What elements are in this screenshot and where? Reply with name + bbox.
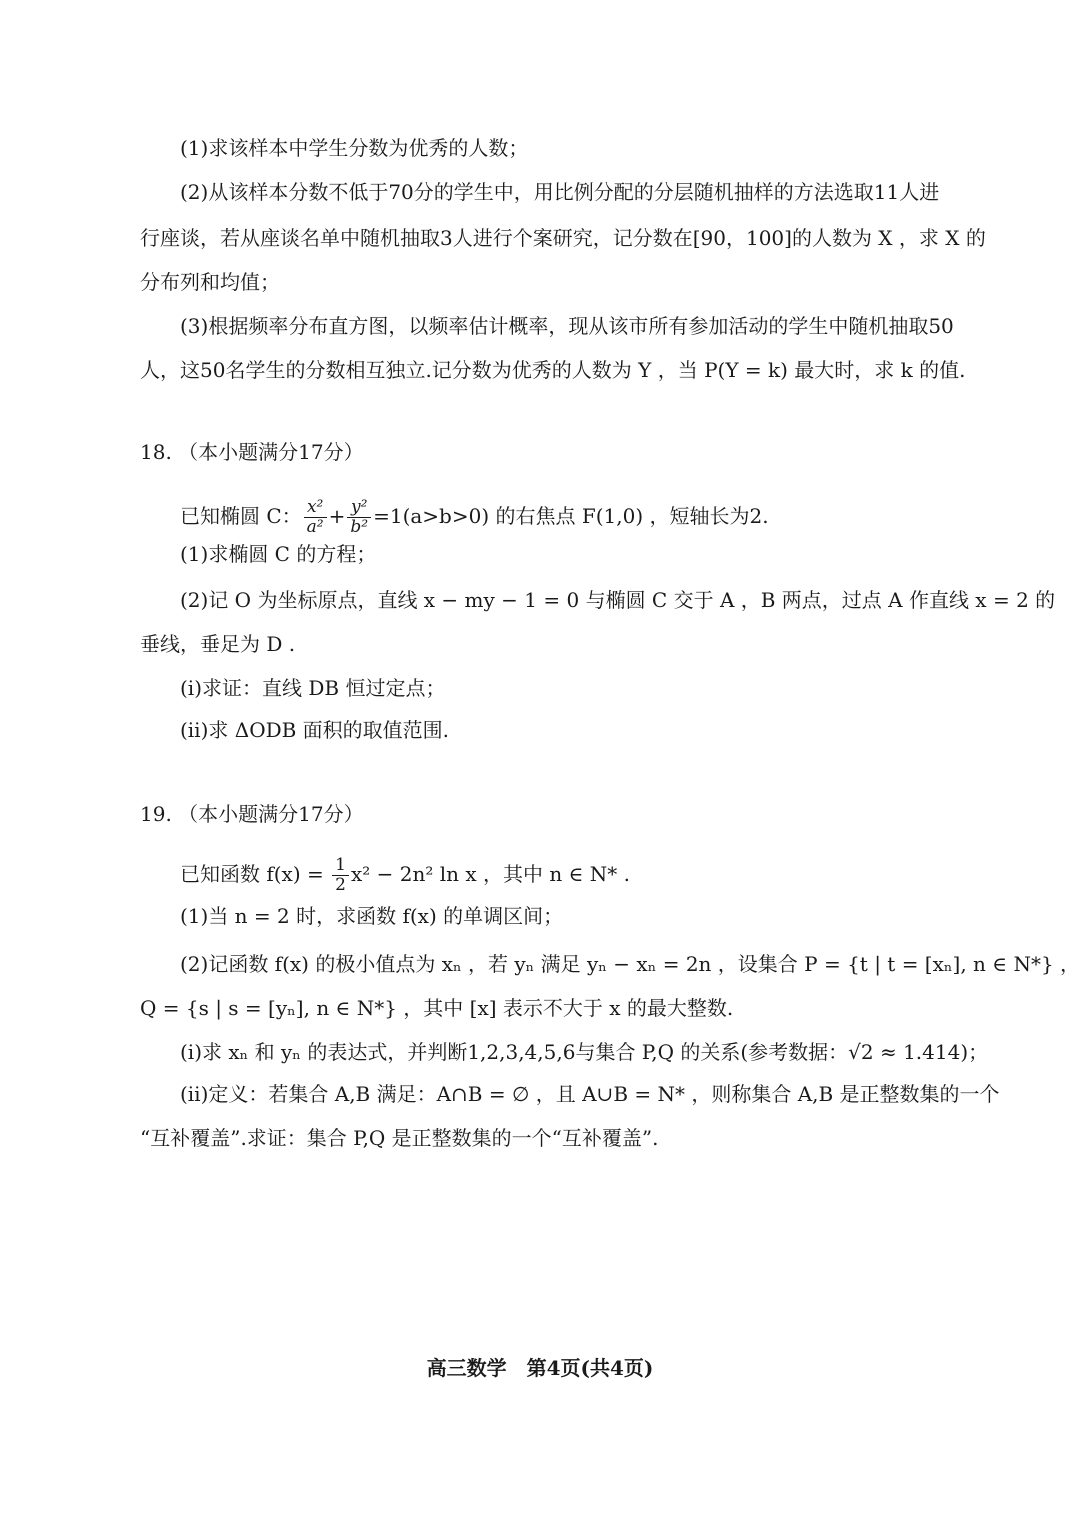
page-footer: 高三数学 第4页(共4页) — [426, 1356, 654, 1380]
q19-part2-line1: (2)记函数 f(x) 的极小值点为 xₙ ，若 yₙ 满足 yₙ − xₙ = 2n ，设集合 P = {t | t = [xₙ], n ∈ N*} ， — [180, 952, 1080, 976]
q18-intro — [180, 496, 769, 537]
q18-sub1: (ⅰ)求证：直线 DB 恒过定点； — [180, 676, 446, 700]
q19-part2-line2: Q = {s | s = [yₙ], n ∈ N*} ，其中 [x] 表示不大于 x 的最大整数. — [140, 996, 734, 1020]
q17-part2-line1: (2)从该样本分数不低于70分的学生中，用比例分配的分层随机抽样的方法选取11人进 — [180, 180, 940, 204]
q17-part3-line1: (3)根据频率分布直方图，以频率估计概率，现从该市所有参加活动的学生中随机抽取50 — [180, 314, 954, 338]
q17-part3-line2: 人，这50名学生的分数相互独立.记分数为优秀的人数为 Y ，当 P(Y = k) 最大时，求 k 的值. — [140, 358, 966, 382]
q18-fraction-y: $\frac{\text{y²}}{\text{b²}}$ — [347, 498, 371, 537]
q18-intro-pre: 已知椭圆 C： — [180, 504, 302, 528]
q18-plus: + — [328, 504, 346, 528]
q17-part2-line2: 行座谈，若从座谈名单中随机抽取3人进行个案研究，记分数在[90，100]的人数为 X ，求 X 的 — [140, 226, 986, 250]
q17-part2-line3: 分布列和均值； — [140, 270, 280, 294]
q19-sub1: (ⅰ)求 xₙ 和 yₙ 的表达式，并判断1,2,3,4,5,6与集合 P,Q 的关系(参考数据：√2 ≈ 1.414)； — [180, 1040, 989, 1064]
q18-part1: (1)求椭圆 C 的方程； — [180, 542, 377, 566]
q17-part1: (1)求该样本中学生分数为优秀的人数； — [180, 136, 529, 160]
q19-intro-post: x² − 2n² ln x ，其中 n ∈ N* . — [350, 862, 630, 886]
q18-part2-line2: 垂线，垂足为 D . — [140, 632, 296, 656]
q18-fraction-x: $\frac{\text{x²}}{\text{a²}}$ — [304, 498, 327, 537]
q19-fraction-half: $\frac{1}{2}$ — [332, 856, 349, 895]
q19-sub2-line1: (ⅱ)定义：若集合 A,B 满足：A∩B = ∅ ，且 A∪B = N* ，则称集合 A,B 是正整数集的一个 — [180, 1082, 1000, 1106]
q19-part1: (1)当 n = 2 时，求函数 f(x) 的单调区间； — [180, 904, 564, 928]
q18-intro-post: =1(a>b>0) 的右焦点 F(1,0) ，短轴长为2. — [373, 504, 769, 528]
q19-sub2-line2: “互补覆盖”.求证：集合 P,Q 是正整数集的一个“互补覆盖”. — [140, 1126, 659, 1150]
q19-intro — [180, 854, 630, 895]
q18-header: 18. （本小题满分17分） — [140, 440, 364, 464]
q18-part2-line1: (2)记 O 为坐标原点，直线 x − my − 1 = 0 与椭圆 C 交于 A ，B 两点，过点 A 作直线 x = 2 的 — [180, 588, 1056, 612]
q18-sub2: (ⅱ)求 ΔODB 面积的取值范围. — [180, 718, 450, 742]
q19-header: 19. （本小题满分17分） — [140, 802, 364, 826]
q19-intro-pre: 已知函数 f(x) = — [180, 862, 331, 886]
